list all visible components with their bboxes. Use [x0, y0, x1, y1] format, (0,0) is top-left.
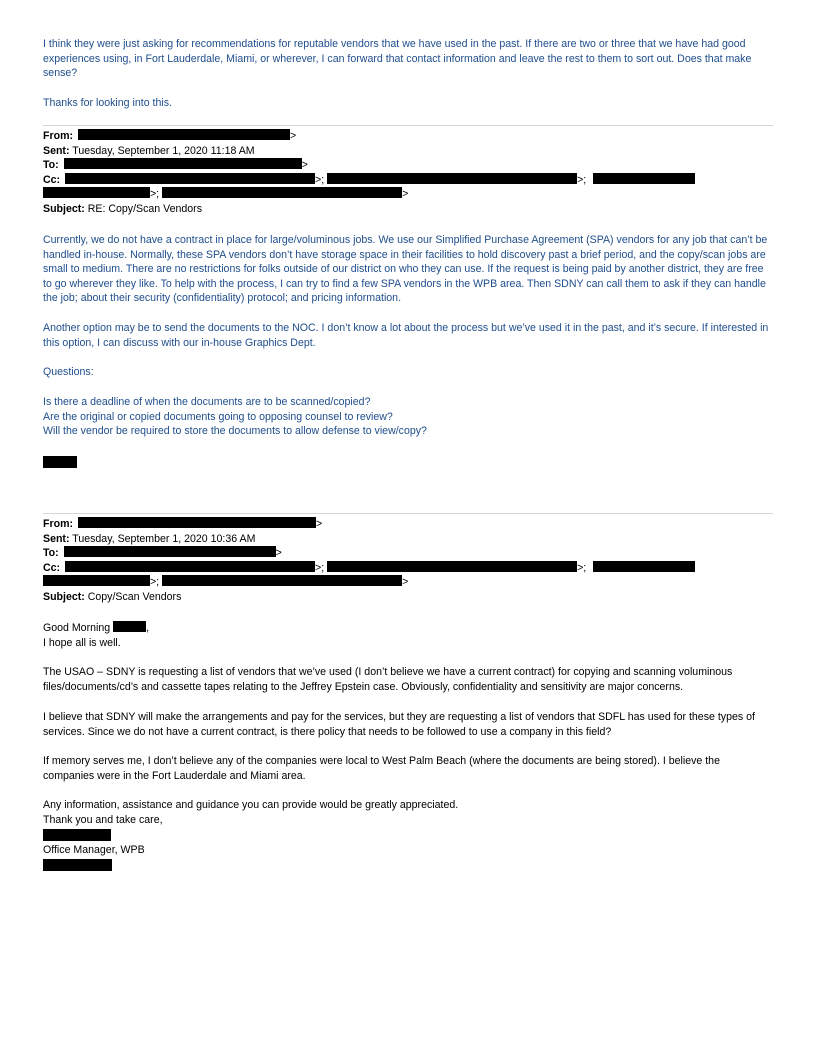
to-label: To:	[43, 159, 59, 172]
separator: >;	[150, 188, 160, 201]
cc-label: Cc:	[43, 561, 61, 574]
angle-bracket: >	[402, 576, 409, 589]
from-label: From:	[43, 130, 74, 142]
sent-label: Sent:	[43, 144, 70, 157]
separator: >;	[150, 576, 160, 589]
subject-row	[43, 590, 783, 605]
subject-label: Subject:	[43, 202, 85, 215]
greeting-line-2: I hope all is well.	[43, 636, 121, 649]
angle-bracket: >	[315, 518, 323, 530]
reply-paragraph-1: I think they were just asking for recommendations for reputable vendors that we have used in the past. If there are two or three that we have had good experiences using, in Fort Lauderdale, Miami, or wherever, I can forward that contact information and leave the rest to them to sort out. Does that make sense?	[43, 38, 752, 80]
subject-label: Subject:	[43, 590, 85, 603]
redaction-block	[78, 517, 316, 528]
redaction-block	[593, 173, 695, 184]
from-row	[43, 129, 783, 144]
signature-title: Office Manager, WPB	[43, 844, 145, 856]
reply-paragraph-2: Thanks for looking into this.	[43, 97, 172, 109]
to-row	[43, 546, 783, 561]
closing-line-2: Thank you and take care,	[43, 813, 163, 826]
separator: >;	[577, 173, 587, 186]
greeting	[43, 621, 773, 650]
questions-label: Questions:	[43, 366, 94, 378]
from-label: From:	[43, 518, 74, 530]
cc-label: Cc:	[43, 173, 61, 186]
redaction-block	[162, 575, 402, 586]
signature-redaction	[43, 829, 111, 841]
email-2-body-paragraph-3: If memory serves me, I don’t believe any of the companies were local to West Palm Beach (where the documents are being stored). I believe the companies were in the Fort Lauderdale and Miami area.	[43, 755, 720, 782]
header-divider	[43, 513, 773, 514]
sent-value: Tuesday, September 1, 2020 10:36 AM	[72, 532, 256, 545]
cc-row-continued	[43, 575, 783, 590]
email-2-body-paragraph-1: The USAO – SDNY is requesting a list of vendors that we’ve used (I don’t believe we have a current contract) for copying and scanning voluminous files/documents/cd’s and cassette tapes relating to the Jeffrey Epstein case. Obviously, confidentiality and sensitivity are major concerns.	[43, 666, 733, 693]
greeting-comma: ,	[146, 622, 150, 634]
question-item: Are the original or copied documents going to opposing counsel to review?	[43, 410, 393, 423]
redaction-block	[43, 187, 150, 198]
redaction-block	[162, 187, 402, 198]
redaction-block	[64, 546, 276, 557]
redaction-block	[327, 173, 577, 184]
angle-bracket: >	[289, 130, 297, 142]
separator: >;	[315, 173, 325, 186]
redaction-block	[65, 173, 315, 184]
header-divider	[43, 125, 773, 126]
subject-value: RE: Copy/Scan Vendors	[87, 202, 202, 215]
question-item: Is there a deadline of when the documents are to be scanned/copied?	[43, 396, 371, 408]
greeting-text: Good Morning	[43, 622, 111, 634]
cc-row	[43, 173, 783, 188]
redaction-block	[327, 561, 577, 572]
email-2-header	[43, 517, 783, 605]
sent-row	[43, 144, 783, 159]
redaction-block	[593, 561, 695, 572]
to-label: To:	[43, 547, 59, 560]
questions-list	[43, 395, 773, 439]
closing-line-1: Any information, assistance and guidance you can provide would be greatly appreciated.	[43, 799, 459, 811]
email-2-body-paragraph-2: I believe that SDNY will make the arrangements and pay for the services, but they are requesting a list of vendors that SDFL has used for these types of services. Since we do not have a current contract, is there policy that needs to be followed to use a company in this field?	[43, 711, 755, 738]
angle-bracket: >	[402, 188, 409, 201]
sent-label: Sent:	[43, 532, 70, 545]
sent-row	[43, 532, 783, 547]
subject-row	[43, 202, 783, 217]
email-1-header	[43, 129, 783, 217]
cc-row	[43, 561, 783, 576]
separator: >;	[315, 561, 325, 574]
redaction-block	[78, 129, 290, 140]
email-1-body-paragraph-2: Another option may be to send the documents to the NOC. I don’t know a lot about the process but we’ve used it in the past, and it’s secure. If interested in this option, I can discuss with our in-house Graphics Dept.	[43, 322, 769, 349]
separator: >;	[577, 561, 587, 574]
angle-bracket: >	[301, 159, 308, 172]
signature-redaction	[43, 456, 77, 468]
cc-row-continued	[43, 187, 783, 202]
sent-value: Tuesday, September 1, 2020 11:18 AM	[72, 144, 255, 157]
signature-redaction	[43, 859, 112, 871]
question-item: Will the vendor be required to store the documents to allow defense to view/copy?	[43, 425, 427, 438]
from-row	[43, 517, 783, 532]
redaction-block	[64, 158, 302, 169]
email-1-body-paragraph-1: Currently, we do not have a contract in place for large/voluminous jobs. We use our Simplified Purchase Agreement (SPA) vendors for any job that can’t be handled in-house. Normally, these SPA vendors don’t have storage space in their facilities to hold discovery past a brief period, and the copy/scan jobs are small to medium. There are no restrictions for folks outside of our district on who they can use. If the request is being paid by another district, they are free to go wherever they like. To help with the process, I can try to find a few SPA vendors in the WPB area. Then SDNY can call them to ask if they can handle the job; about their security (confidentiality) protocol; and pricing information.	[43, 234, 768, 305]
redaction-block	[113, 621, 146, 632]
to-row	[43, 158, 783, 173]
subject-value: Copy/Scan Vendors	[87, 590, 182, 603]
redaction-block	[65, 561, 315, 572]
redaction-block	[43, 575, 150, 586]
angle-bracket: >	[275, 547, 282, 560]
email-2-closing	[43, 798, 773, 827]
